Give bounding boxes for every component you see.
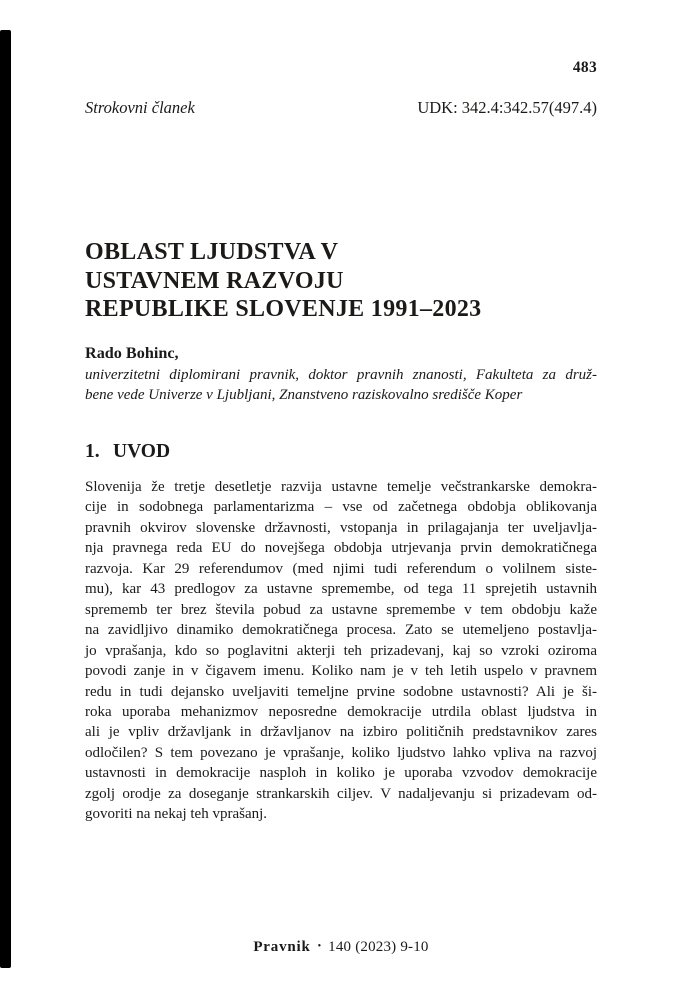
journal-name: Pravnik xyxy=(253,939,311,955)
bullet-separator-icon: • xyxy=(317,941,322,952)
body-line: sprememb ter brez števila pobud za ustavne spremembe v tem obdobju kaže xyxy=(85,601,597,618)
article-meta-row xyxy=(85,98,597,118)
body-line-last: govoriti na nekaj teh vprašanj. xyxy=(85,806,268,823)
body-line: na zavidljivo dinamiko demokratičnega procesa. Zato se utemeljeno postavlja- xyxy=(85,622,597,639)
body-line: jo vprašanja, kdo so poglavitni akterji teh prizadevanj, kaj so vzroki oziroma xyxy=(85,642,597,659)
section-number: 1. xyxy=(85,441,100,462)
body-line: redu in tudi dejansko uveljaviti temeljne prvine sodobne ustavnosti? Ali je ši- xyxy=(85,683,597,700)
author-block xyxy=(85,343,597,406)
article-title-line-2: USTAVNEM RAZVOJU xyxy=(85,267,344,294)
body-line: Slovenija že tretje desetletje razvija ustavne temelje večstrankarske demokra- xyxy=(85,479,597,495)
article-title-line-3: REPUBLIKE SLOVENJE 1991–2023 xyxy=(85,296,482,323)
body-line: razvoja. Kar 29 referendumov (med njimi tudi referendum o volilnem siste- xyxy=(85,560,597,577)
body-line: cije in sodobnega parlamentarizma – vse od začetnega obdobja oblikovanja xyxy=(85,499,597,516)
body-line: nja pravnega reda EU do novejšega obdobja utrjevanja prvin demokratičnega xyxy=(85,540,597,557)
journal-footer xyxy=(85,938,597,956)
article-title-line-1: OBLAST LJUDSTVA V xyxy=(85,239,339,265)
article-type-label: Strokovni članek xyxy=(85,98,195,117)
section-heading-uvod xyxy=(85,440,597,464)
body-line: odločilen? S tem povezano je vprašanje, koliko ljudstvo lahko vpliva na razvoj xyxy=(85,744,597,761)
intro-paragraph xyxy=(85,477,597,825)
author-affiliation-line-1: univerzitetni diplomirani pravnik, doktor pravnih znanosti, Fakulteta za druž- xyxy=(85,367,597,383)
article-title xyxy=(85,238,597,324)
body-line: ustavnosti in demokracije nasploh in koliko je uporaba vzvodov demokracije xyxy=(85,765,597,782)
body-line: zgolj orodje za doseganje strankarskih ciljev. V nadaljevanju si prizadevam od- xyxy=(85,785,597,802)
udk-classification: UDK: 342.4:342.57(497.4) xyxy=(417,98,597,117)
author-affiliation-line-2: bene vede Univerze v Ljubljani, Znanstveno raziskovalno središče Koper xyxy=(85,387,523,404)
author-name: Rado Bohinc, xyxy=(85,344,179,362)
body-line: mu), kar 43 predlogov za ustavne spremembe, od tega 11 sprejetih ustavnih xyxy=(85,581,597,598)
body-line: povodi zanje in v čigavem imenu. Koliko nam je v teh letih uspelo v pravnem xyxy=(85,663,597,680)
body-line: ali je vpliv državljank in državljanov na izbiro političnih predstavnikov zares xyxy=(85,724,597,741)
issue-info: 140 (2023) 9-10 xyxy=(328,939,429,955)
page-number: 483 xyxy=(572,59,597,76)
body-line: pravnih okvirov slovenske državnosti, vstopanja in prilagajanja ter uveljavlja- xyxy=(85,519,597,536)
body-line: roka uporaba mehanizmov neposredne demokracije utrdila oblast ljudstva in xyxy=(85,703,597,720)
scan-edge-bar xyxy=(0,30,11,968)
section-title: UVOD xyxy=(113,441,171,462)
